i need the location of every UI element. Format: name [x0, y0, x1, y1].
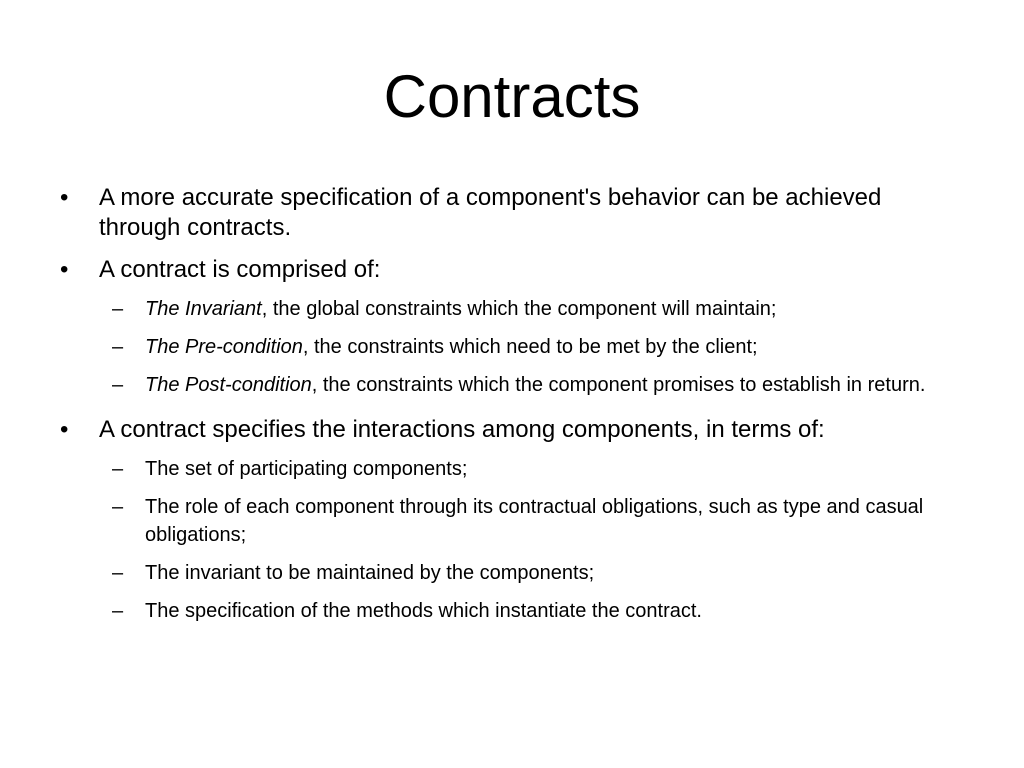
- sub-term: The Invariant: [145, 298, 262, 320]
- sub-item: [0, 493, 1024, 549]
- sub-text: The specification of the methods which instantiate the contract.: [145, 600, 702, 622]
- bullet-item: [0, 255, 1024, 285]
- sub-item: [0, 455, 1024, 483]
- bullet-item: [0, 415, 1024, 445]
- sub-item: [0, 597, 1024, 625]
- sub-marker: –: [112, 374, 124, 396]
- sub-text: The role of each component through its contractual obligations, such as type and casual obligations;: [145, 496, 924, 546]
- sub-text: The invariant to be maintained by the components;: [145, 562, 595, 584]
- sub-item: [0, 371, 1024, 399]
- sub-text: , the constraints which the component promises to establish in return.: [311, 374, 926, 396]
- sub-marker: –: [112, 600, 124, 622]
- bullet-marker: •: [60, 256, 69, 283]
- bullet-marker: •: [60, 416, 69, 443]
- sub-item: [0, 559, 1024, 587]
- sub-text: , the global constraints which the component will maintain;: [261, 298, 777, 320]
- bullet-item: [0, 183, 1024, 243]
- sub-marker: –: [112, 336, 124, 358]
- sub-marker: –: [112, 496, 124, 518]
- bullet-marker: •: [60, 184, 69, 211]
- sub-item: [0, 333, 1024, 361]
- slide-title: Contracts: [383, 63, 641, 130]
- sub-text: The set of participating components;: [145, 458, 468, 480]
- sub-term: The Pre-condition: [145, 336, 303, 358]
- bullet-text: A more accurate specification of a component's behavior can be achieved through contracts.: [99, 184, 882, 241]
- slide-body: [0, 183, 1024, 625]
- bullet-text: A contract is comprised of:: [99, 256, 381, 283]
- sub-term: The Post-condition: [145, 374, 312, 396]
- sub-marker: –: [112, 562, 124, 584]
- sub-item: [0, 295, 1024, 323]
- bullet-text: A contract specifies the interactions among components, in terms of:: [99, 416, 825, 443]
- sub-marker: –: [112, 458, 124, 480]
- sub-text: , the constraints which need to be met by the client;: [302, 336, 758, 358]
- sub-marker: –: [112, 298, 124, 320]
